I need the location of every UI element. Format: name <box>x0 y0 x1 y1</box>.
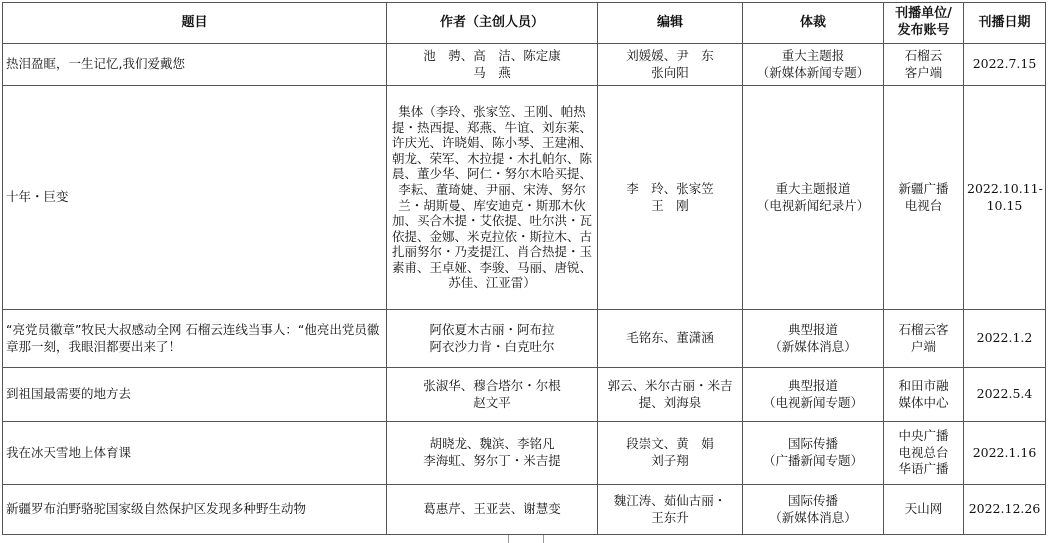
cell-editors: 毛铭东、董潇涵 <box>598 310 743 368</box>
cell-editors: 刘媛媛、尹 东 张向阳 <box>598 44 743 86</box>
cell-editors: 段崇文、黄 娟 刘子翔 <box>598 422 743 485</box>
table-row <box>3 368 1046 422</box>
cell-authors: 胡晓龙、魏滨、李铭凡 李海虹、努尔丁・米吉提 <box>387 422 598 485</box>
cell-unit: 天山网 <box>884 485 964 535</box>
cell-genre: 典型报道 （电视新闻专题） <box>743 368 884 422</box>
header-unit: 刊播单位/ 发布账号 <box>884 3 964 44</box>
cell-date: 2022.5.4 <box>964 368 1046 422</box>
cell-unit: 和田市融 媒体中心 <box>884 368 964 422</box>
table-row <box>3 310 1046 368</box>
cell-authors: 阿依夏木古丽・阿布拉 阿衣沙力肯・白克吐尔 <box>387 310 598 368</box>
cell-editors: 魏江涛、茹仙古丽・ 王东升 <box>598 485 743 535</box>
page-edge-mark <box>508 535 544 543</box>
cell-date: 2022.10.11-10.15 <box>964 86 1046 310</box>
header-genre: 体裁 <box>743 3 884 44</box>
cell-unit: 石榴云客 户端 <box>884 310 964 368</box>
cell-title: 到祖国最需要的地方去 <box>3 368 387 422</box>
header-date: 刊播日期 <box>964 3 1046 44</box>
cell-date: 2022.1.16 <box>964 422 1046 485</box>
cell-editors: 郭云、米尔古丽・米吉提、刘海泉 <box>598 368 743 422</box>
cell-editors: 李 玲、张家笠 王 刚 <box>598 86 743 310</box>
table-row <box>3 86 1046 310</box>
header-authors: 作者（主创人员） <box>387 3 598 44</box>
cell-genre: 重大主题报道 （电视新闻纪录片） <box>743 86 884 310</box>
cell-date: 2022.7.15 <box>964 44 1046 86</box>
cell-date: 2022.1.2 <box>964 310 1046 368</box>
cell-authors: 张淑华、穆合塔尔・尔根 赵文平 <box>387 368 598 422</box>
cell-title: 热泪盈眶，一生记忆,我们爱戴您 <box>3 44 387 86</box>
cell-title: “亮党员徽章”牧民大叔感动全网 石榴云连线当事人：“他亮出党员徽章那一刻，我眼泪都要出来了！ <box>3 310 387 368</box>
header-row <box>3 3 1046 44</box>
cell-title: 我在冰天雪地上体育课 <box>3 422 387 485</box>
cell-date: 2022.12.26 <box>964 485 1046 535</box>
table-row <box>3 422 1046 485</box>
cell-genre: 典型报道 （新媒体消息） <box>743 310 884 368</box>
cell-unit: 石榴云 客户端 <box>884 44 964 86</box>
cell-unit: 新疆广播 电视台 <box>884 86 964 310</box>
header-title: 题目 <box>3 3 387 44</box>
header-editors: 编辑 <box>598 3 743 44</box>
cell-genre: 国际传播 （广播新闻专题） <box>743 422 884 485</box>
cell-unit: 中央广播 电视总台 华语广播 <box>884 422 964 485</box>
cell-title: 新疆罗布泊野骆驼国家级自然保护区发现多种野生动物 <box>3 485 387 535</box>
table-row <box>3 485 1046 535</box>
cell-genre: 国际传播 （新媒体消息） <box>743 485 884 535</box>
cell-authors: 池 骋、高 洁、陈定康 马 燕 <box>387 44 598 86</box>
cell-authors: 葛惠芹、王亚芸、谢慧变 <box>387 485 598 535</box>
cell-title: 十年・巨变 <box>3 86 387 310</box>
awards-table <box>2 2 1046 535</box>
cell-authors: 集体（李玲、张家笠、王刚、帕热提・热西提、郑燕、牛谊、刘东莱、许庆光、许晓娟、陈小琴、王建湘、朝龙、荣军、木拉提・木扎帕尔、陈晨、董少华、阿仁・努尔木哈买提、李耘、董琦婕、尹丽、宋涛、努尔兰・胡斯曼、库安迪克・斯那木伙加、买合木提・艾依提、吐尔洪・瓦依提、金娜、米克拉依・斯拉木、古扎丽努尔・乃麦提江、肖合热提・玉素甫、王卓娅、李骏、马丽、唐锐、苏佳、江亚雷） <box>387 86 598 310</box>
cell-genre: 重大主题报 （新媒体新闻专题） <box>743 44 884 86</box>
table-row <box>3 44 1046 86</box>
